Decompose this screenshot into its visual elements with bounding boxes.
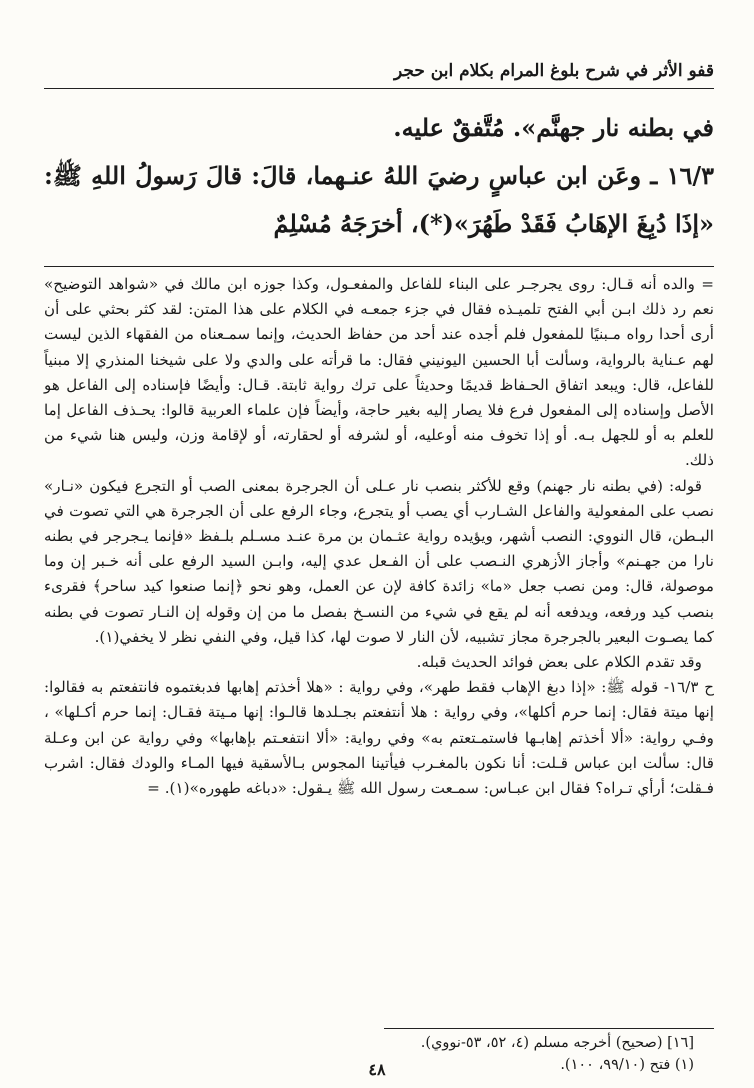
hadith-text-block [44,104,714,248]
commentary-paragraph: قوله: (في بطنه نار جهنم) وقع للأكثر بنصب نار عـلى أن الجرجرة بمعنى الصب أو التجرع فيكون «نـار» نصب على المفعولية والفاعل الشـارب أي يصب أو يتجرع، وجاء الرفع على أن الجرجرة هي التي تصوت في البـطن، قال النووي: النصب أشهر، ويؤيده رواية عثـمان بن مرة عنـد مسـلم بلـفظ «فإنما يـجرجر في بطنه نارا من جهـنم» وأجاز الأزهري النـصب على أن الفـعل عدي إليه، وابـن السيد الرفع على أنه خـبر إن وما موصولة، قال: ومن نصب جعل «ما» زائدة كافة لإن عن العمل، وهو نحو ﴿إنما صنعوا كيد ساحر﴾ فقرىء بنصب كيد ورفعه، ويدفعه أنه لم يقع في شيء من النسـخ بفصل ما من إن وقوله إن النـار تصوت في بطنه كما يصـوت البعير بالجرجرة مجاز تشبيه، لأن النار لا صوت لها، كذا قيل، وفي النفي نظر لا يخفي(١). [44,476,714,646]
commentary-paragraph: = والده أنه قـال: روى يجرجـر على البناء للفاعل والمفعـول، وكذا جوزه ابن مالك في «شواهد التوضيح» نعم رد ذلك ابـن أبي الفتح تلميـذه فقال في جزء جمعـه في الكلام على هذا المتن: لقد كثر بحثي على أن أرى أحدا رواه مـبنيًا للمفعول فلم أجده عند أحد من حفاظ الحديث، وإنما سمـعناه من الفقهاء الذين ليست لهم عـناية بالرواية، وسألت أبا الحسين اليونيني فقال: ما قرأته على والدي ولا على شيخنا المنذري إلا مبنياً للفاعل، قال: ويبعد اتفاق الحـفاظ قديمًا وحديثاً على ترك رواية ثابتة. قـال: وأيضًا فإسناده إلى الفاعل هو الأصل وإسناده إلى المفعول فرع فلا يصار إليه بغير حاجة، وأيضاً فإن علماء العربية قالوا: يحـذف الفاعل إما للعلم به أو للجهل بـه. أو إذا تخوف منه أوعليه، أو لشرفه أو لحقارته، أو لإقامة وزن، وليس هنا شيء من ذلك. [44,275,714,470]
hadith-main: ١٦/٣ ـ وعَن ابن عباسٍ رضيَ اللهُ عنـهما، قالَ: قالَ رَسولُ اللهِ ﷺ: «إذَا دُبِغَ الإهَابُ فَقَدْ طَهُرَ»(*)، أخرَجَهُ مُسْلِمٌ [44,161,714,238]
commentary-paragraph: وقد تقدم الكلام على بعض فوائد الحديث قبله. [416,653,702,672]
hadith-continuation: في بطنه نار جهنَّم». مُتَّفقٌ عليه. [393,113,714,142]
text-separator-rule [44,266,714,267]
footnote: (١) فتح (٩٩/١٠، ١٠٠). [560,1057,694,1073]
running-header: قفو الأثر في شرح بلوغ المرام بكلام ابن حجر [394,61,714,81]
commentary-block [44,272,714,801]
header-rule [44,88,714,89]
footnote: [١٦] (صحيح) أخرجه مسلم (٤، ٥٢، ٥٣-نووي). [420,1035,694,1051]
footnote-rule [384,1028,714,1029]
commentary-paragraph: ح ١٦/٣- قوله ﷺ: «إذا دبغ الإهاب فقط طهر»، وفي رواية : «هلا أخذتم إهابها فدبغتموه فانتفعتم به فقالوا: إنها ميتة فقال: إنما حرم أكلها»، وفي رواية : هلا أنتفعتم بجـلدها قالـوا: إنها مـيتة فقـال: إنما حرم أكـلها» ، وفـي رواية: «ألا أخذتم إهابـها فاستمـتعتم به» وفي رواية: «ألا انتفعـتم بإهابها» وفي رواية عن ابن وعـلة قال: سألت ابن عباس قـلت: أنا نكون بالمغـرب فيأتينا المجوس بـالأسقية فيها المـاء والودك فقال: اشرب فـقلت؛ أرأي تـراه؟ فقال ابن عبـاس: سمـعت رسول الله ﷺ يـقول: «دباغه طهوره»(١). = [44,678,714,798]
page-number: ٤٨ [368,1060,386,1079]
